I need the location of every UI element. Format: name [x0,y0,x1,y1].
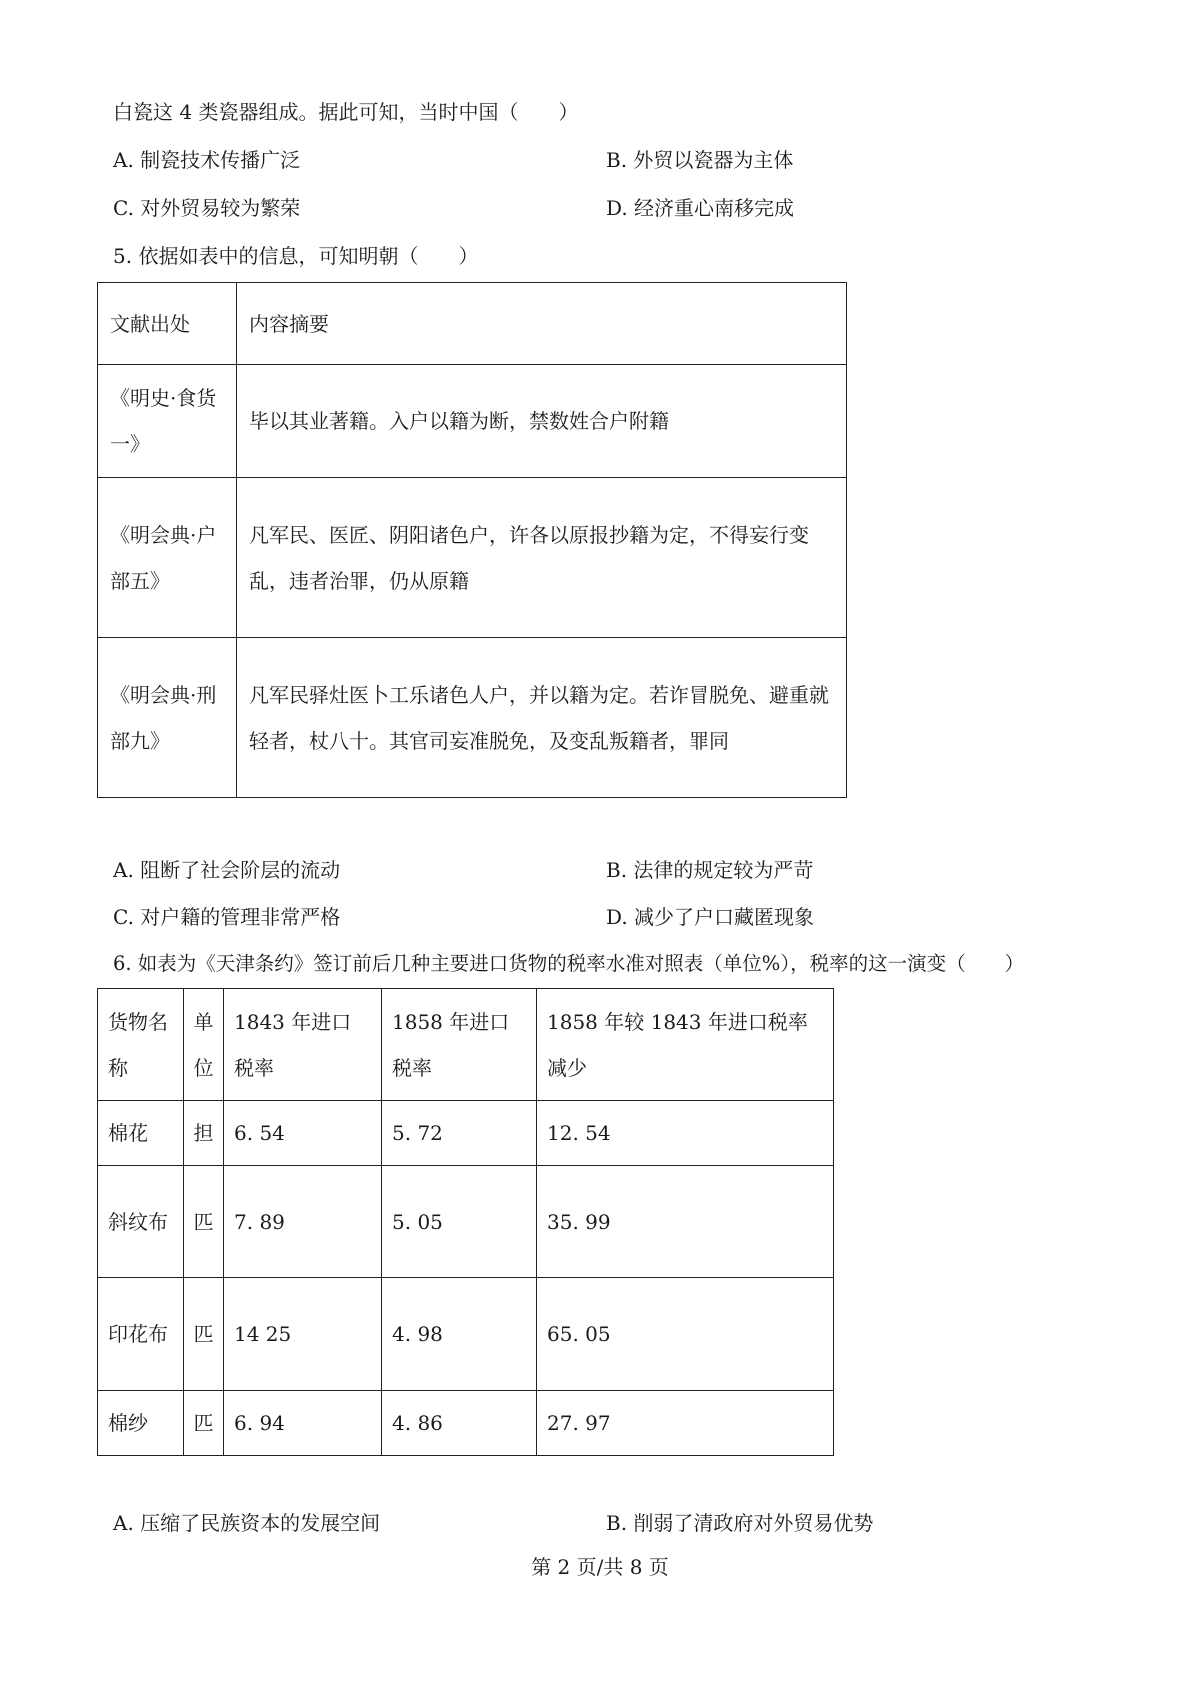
cell-unit: 匹 [184,1391,224,1456]
q4-option-d: D. 经济重心南移完成 [606,196,795,220]
cell-source: 《明会典·刑部九》 [98,638,237,798]
header-content: 内容摘要 [237,283,847,365]
cell-source: 《明史·食货一》 [98,365,237,478]
q6-option-a: A. 压缩了民族资本的发展空间 [113,1511,381,1535]
table-row [98,638,847,798]
q5-option-a: A. 阻断了社会阶层的流动 [113,858,341,882]
cell-rate-1843: 7. 89 [224,1166,382,1278]
header-rate-1858: 1858 年进口税率 [382,989,537,1101]
header-rate-1843: 1843 年进口税率 [224,989,382,1101]
cell-reduction: 27. 97 [537,1391,834,1456]
table-row [98,1101,834,1166]
cell-source: 《明会典·户部五》 [98,478,237,638]
cell-goods: 棉纱 [98,1391,184,1456]
header-unit: 单位 [184,989,224,1101]
cell-rate-1858: 5. 05 [382,1166,537,1278]
q5-stem: 5. 依据如表中的信息，可知明朝（ ） [113,244,479,268]
cell-rate-1843: 6. 54 [224,1101,382,1166]
cell-reduction: 35. 99 [537,1166,834,1278]
table-row [98,365,847,478]
cell-unit: 匹 [184,1166,224,1278]
table-header-row [98,283,847,365]
cell-goods: 棉花 [98,1101,184,1166]
q4-option-a: A. 制瓷技术传播广泛 [113,148,301,172]
page-number-footer: 第 2 页/共 8 页 [531,1555,669,1579]
q5-option-c: C. 对户籍的管理非常严格 [113,905,341,929]
cell-rate-1858: 4. 98 [382,1278,537,1391]
q6-option-b: B. 削弱了清政府对外贸易优势 [606,1511,874,1535]
cell-rate-1858: 4. 86 [382,1391,537,1456]
cell-rate-1858: 5. 72 [382,1101,537,1166]
cell-content: 凡军民驿灶医卜工乐诸色人户，并以籍为定。若诈冒脱免、避重就轻者，杖八十。其官司妄准脱免，及变乱叛籍者，罪同 [237,638,847,798]
q4-option-c: C. 对外贸易较为繁荣 [113,196,301,220]
q5-option-b: B. 法律的规定较为严苛 [606,858,814,882]
table-row [98,1391,834,1456]
cell-unit: 匹 [184,1278,224,1391]
cell-unit: 担 [184,1101,224,1166]
cell-goods: 斜纹布 [98,1166,184,1278]
header-source: 文献出处 [98,283,237,365]
cell-reduction: 12. 54 [537,1101,834,1166]
table-row [98,1166,834,1278]
cell-rate-1843: 14 25 [224,1278,382,1391]
table-row [98,1278,834,1391]
cell-goods: 印花布 [98,1278,184,1391]
table-header-row [98,989,834,1101]
header-reduction: 1858 年较 1843 年进口税率减少 [537,989,834,1101]
q4-option-b: B. 外贸以瓷器为主体 [606,148,794,172]
q4-stem-continuation: 白瓷这 4 类瓷器组成。据此可知，当时中国（ ） [113,100,579,124]
cell-rate-1843: 6. 94 [224,1391,382,1456]
q6-table [97,988,834,1456]
header-goods: 货物名称 [98,989,184,1101]
q5-table [97,282,847,798]
q5-option-d: D. 减少了户口藏匿现象 [606,905,815,929]
cell-content: 毕以其业著籍。入户以籍为断，禁数姓合户附籍 [237,365,847,478]
cell-reduction: 65. 05 [537,1278,834,1391]
cell-content: 凡军民、医匠、阴阳诸色户，许各以原报抄籍为定，不得妄行变乱，违者治罪，仍从原籍 [237,478,847,638]
table-row [98,478,847,638]
q6-stem: 6. 如表为《天津条约》签订前后几种主要进口货物的税率水准对照表（单位%），税率的这一演变（ ） [113,952,1025,975]
